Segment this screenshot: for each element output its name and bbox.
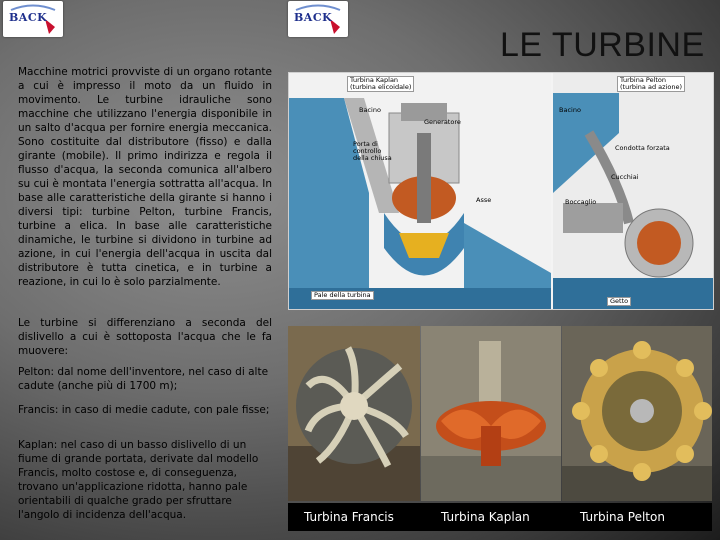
back-label: BACK: [9, 11, 48, 24]
label-condotta: Condotta forzata: [615, 144, 670, 152]
kaplan-diagram-title: Turbina Kaplan (turbina elicoidale): [347, 76, 414, 92]
turbine-diagram: [288, 72, 714, 310]
photo-turbina-kaplan: [421, 326, 561, 501]
page-title: LE TURBINE: [500, 26, 705, 64]
label-porta: Porta di controllo della chiusa: [353, 140, 392, 162]
type-francis: Francis: in caso di medie cadute, con pale fisse;: [18, 404, 270, 416]
type-kaplan: Kaplan: nel caso di un basso dislivello di un fiume di grande portata, derivate dal modello Francis, molto costose e, di conseguenza, trovano un'applicazione ridotta, hanno pale orientabili di qualche grado per sfruttare l'angolo di incidenza dell'acqua.: [18, 439, 259, 521]
type-pelton: Pelton: dal nome dell'inventore, nel caso di alte cadute (anche più di 1700 m);: [18, 366, 269, 392]
label-boccaglio: Boccaglio: [565, 198, 597, 206]
label-asse: Asse: [476, 196, 492, 204]
label-getto: Getto: [607, 297, 631, 306]
intro-paragraph: Macchine motrici provviste di un organo rotante a cui è impresso il moto da un fluido in movimento. Le turbine idrauliche sono macchine che utilizzano l'energia disponibile in un salto d'acqua per fornire energia meccanica. Sono costituite dal distributore (fisso) e dalla girante (mobile). Il primo indirizza e regola il flusso d'acqua, la seconda comunica all'albero su cui è montata l'energia sottratta all'acqua. In base alle caratteristiche della girante si hanno i diversi tipi: turbine Pelton, turbine Francis, turbine a elica. In base alle caratteristiche dinamiche, le turbine si dividono in turbine ad azione, in cui l'energia dell'acqua in uscita dal distributore è tutta cinetica, e in turbine a reazione, in cui lo è solo parzialmente.: [18, 66, 272, 288]
label-pale: Pale della turbina: [311, 291, 374, 300]
back-button-secondary[interactable]: [288, 1, 348, 37]
differenze-paragraph: Le turbine si differenziano a seconda del dislivello a cui è sottoposta l'acqua che le fa muovere:: [18, 317, 272, 357]
label-cucchiai: Cucchiai: [611, 173, 639, 181]
label-generatore: Generatore: [424, 118, 461, 126]
turbine-diagram-illustration: [289, 73, 713, 309]
photo-turbina-francis: [288, 326, 420, 501]
back-label: BACK: [294, 11, 333, 24]
photo-turbina-pelton: [562, 326, 712, 501]
caption-francis: Turbina Francis: [304, 510, 394, 524]
label-bacino-right: Bacino: [559, 106, 581, 114]
label-bacino-left: Bacino: [359, 106, 381, 114]
caption-kaplan: Turbina Kaplan: [441, 510, 530, 524]
back-button[interactable]: [3, 1, 63, 37]
photo-caption-bar: [288, 503, 712, 531]
caption-pelton: Turbina Pelton: [580, 510, 665, 524]
pelton-diagram-title: Turbina Pelton (turbina ad azione): [617, 76, 685, 92]
